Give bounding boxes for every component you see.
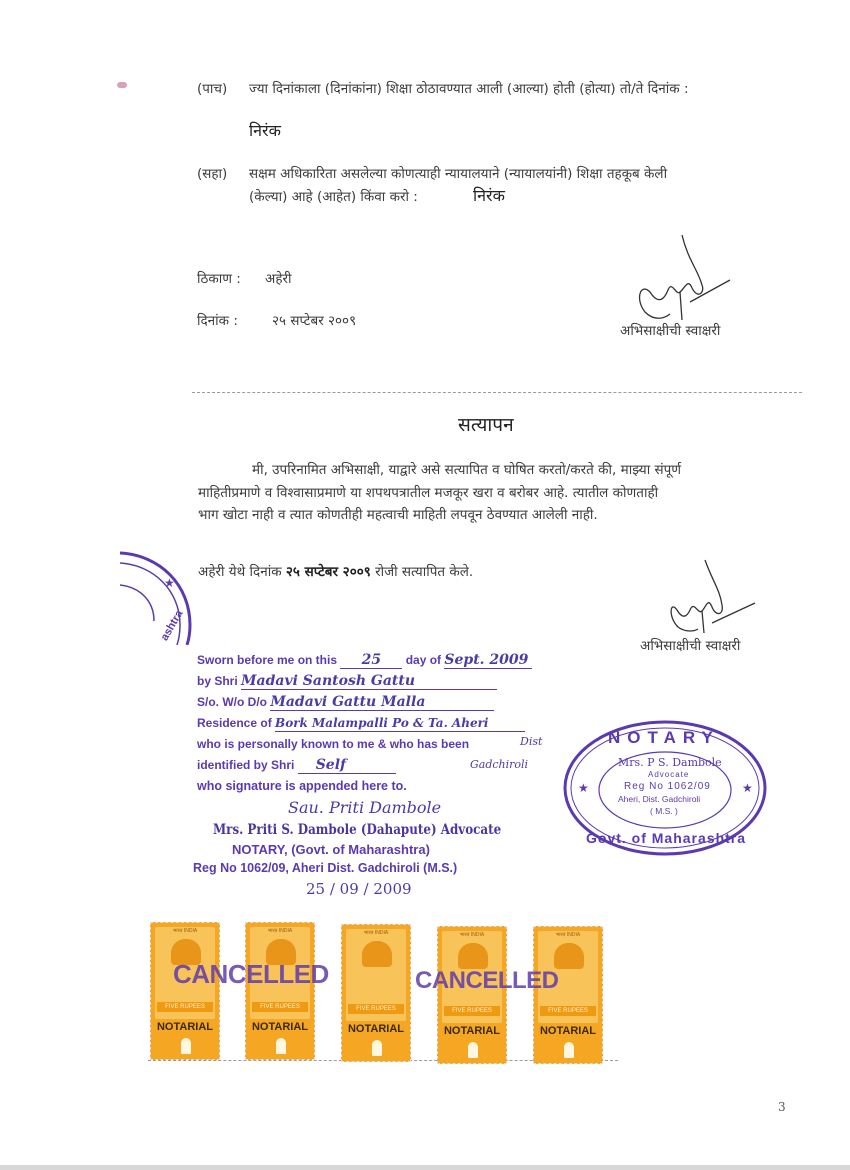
revenue-stamp bbox=[437, 926, 507, 1064]
page-number: 3 bbox=[778, 1100, 786, 1114]
stamp-type: NOTARIAL bbox=[251, 1021, 308, 1033]
item5-label: (पाच) bbox=[197, 81, 228, 97]
by-shri-value: Madavi Santosh Gattu bbox=[241, 673, 497, 690]
residence-line bbox=[197, 715, 525, 732]
stamp-type: NOTARIAL bbox=[539, 1025, 596, 1037]
ink-blot bbox=[117, 82, 127, 88]
stamp-denomination: FIVE RUPEES bbox=[444, 1006, 500, 1016]
notary-title: NOTARY, (Govt. of Maharashtra) bbox=[232, 842, 430, 857]
verification-closing bbox=[198, 563, 473, 581]
seal-name: Mrs. P S. Dambole bbox=[618, 756, 722, 769]
known-line bbox=[197, 736, 469, 752]
residence-label: Residence of bbox=[197, 716, 272, 730]
closing-prefix: अहेरी येथे दिनांक bbox=[198, 564, 282, 580]
signature-caption-1: अभिसाक्षीची स्वाक्षरी bbox=[620, 323, 721, 339]
stamp-type: NOTARIAL bbox=[156, 1021, 213, 1033]
identified-label: identified by Shri bbox=[197, 758, 295, 772]
item5-text: ज्या दिनांकाला (दिनांकांना) शिक्षा ठोठावण्यात आली (आल्या) होती (होत्या) तो/ते दिनांक : bbox=[249, 81, 689, 97]
sworn-line bbox=[197, 652, 532, 669]
closing-date: २५ सप्टेबर २००९ bbox=[285, 564, 371, 580]
revenue-stamp bbox=[245, 922, 315, 1060]
stamp-denomination: FIVE RUPEES bbox=[348, 1004, 404, 1014]
identified-line bbox=[197, 757, 396, 774]
stamp-denomination: FIVE RUPEES bbox=[540, 1006, 596, 1016]
lion-capital-icon bbox=[468, 1042, 478, 1058]
lion-capital-icon bbox=[181, 1038, 191, 1054]
stamp-country: भारत INDIA bbox=[363, 930, 389, 936]
seal-bottom-text: Govt. of Maharashtra bbox=[586, 830, 747, 846]
residence-value: Bork Malampalli Po & Ta. Aheri bbox=[275, 715, 525, 732]
lion-capital-icon bbox=[564, 1042, 574, 1058]
relation-value: Madavi Gattu Malla bbox=[270, 694, 494, 711]
lion-capital-icon bbox=[372, 1040, 382, 1056]
relation-line bbox=[197, 694, 494, 711]
svg-text:★: ★ bbox=[742, 781, 753, 795]
stamp-country: भारत INDIA bbox=[459, 932, 485, 938]
stamp-denomination: FIVE RUPEES bbox=[252, 1002, 308, 1012]
seal-reg: Reg No 1062/09 bbox=[624, 781, 711, 792]
place-value: अहेरी bbox=[265, 271, 292, 287]
place-label: ठिकाण : bbox=[197, 271, 241, 287]
lion-capital-icon bbox=[276, 1038, 286, 1054]
closing-suffix: रोजी सत्यापित केले. bbox=[375, 564, 474, 580]
known-extra: Dist bbox=[520, 735, 543, 748]
seal-place: Aheri, Dist. Gadchiroli bbox=[618, 794, 701, 804]
emblem-icon bbox=[362, 941, 392, 967]
by-shri-line bbox=[197, 673, 497, 690]
date-label: दिनांक : bbox=[197, 313, 238, 329]
verification-title: सत्यापन bbox=[458, 414, 514, 436]
partial-seal-text: ashtra bbox=[158, 608, 186, 643]
deponent-signature-2 bbox=[650, 555, 770, 635]
partial-notary-seal bbox=[120, 545, 196, 645]
section-divider bbox=[192, 392, 802, 393]
item6-line2: (केल्या) आहे (आहेत) किंवा करो : bbox=[249, 189, 418, 205]
signature-appended-line: who signature is appended here to. bbox=[197, 779, 407, 793]
stamp-country: भारत INDIA bbox=[172, 928, 198, 934]
seal-role: Advocate bbox=[648, 770, 690, 779]
scan-bottom-edge bbox=[0, 1165, 850, 1170]
revenue-stamp bbox=[341, 924, 411, 1062]
verification-para-line1: मी, उपरिनामित अभिसाक्षी, याद्वारे असे सत्यापित व घोषित करतो/करते की, माझ्या संपूर्ण bbox=[252, 462, 682, 478]
revenue-stamp bbox=[533, 926, 603, 1064]
notary-date-written: 25 / 09 / 2009 bbox=[306, 880, 412, 898]
verification-para-line3: भाग खोटा नाही व त्यात कोणतीही महत्वाची माहिती लपवून ठेवण्यात आलेली नाही. bbox=[198, 507, 598, 523]
signature-caption-2: अभिसाक्षीची स्वाक्षरी bbox=[640, 638, 741, 654]
identified-extra: Gadchiroli bbox=[470, 758, 529, 771]
deponent-signature-1 bbox=[610, 230, 750, 325]
day-of-label: day of bbox=[405, 653, 442, 667]
stamp-country: भारत INDIA bbox=[555, 932, 581, 938]
emblem-icon bbox=[554, 943, 584, 969]
revenue-stamp bbox=[150, 922, 220, 1060]
sworn-month-year: Sept. 2009 bbox=[444, 652, 532, 669]
svg-text:★: ★ bbox=[578, 781, 589, 795]
item6-line1: सक्षम अधिकारिता असलेल्या कोणत्याही न्यायालयाने (न्यायालयांनी) शिक्षा तहकूब केली bbox=[249, 166, 668, 182]
verification-para-line2: माहितीप्रमाणे व विश्वासाप्रमाणे या शपथपत्रातील मजकूर खरा व बरोबर आहे. त्यातील कोणताही bbox=[198, 485, 659, 501]
seal-state: ( M.S. ) bbox=[650, 806, 678, 816]
seal-top-text: NOTARY bbox=[608, 728, 720, 747]
notary-name: Mrs. Priti S. Dambole (Dahapute) Advocate bbox=[213, 822, 502, 838]
cancel-mark-2: CANCELLED bbox=[415, 967, 559, 994]
stamp-type: NOTARIAL bbox=[347, 1023, 404, 1035]
by-shri-label: by Shri bbox=[197, 674, 238, 688]
relation-label: S/o. W/o D/o bbox=[197, 695, 267, 709]
notary-reg: Reg No 1062/09, Aheri Dist. Gadchiroli (M.S.) bbox=[193, 861, 458, 875]
notary-seal bbox=[562, 718, 768, 858]
sworn-label: Sworn before me on this bbox=[197, 653, 338, 667]
date-value: २५ सप्टेबर २००९ bbox=[272, 313, 357, 329]
stamp-type: NOTARIAL bbox=[443, 1025, 500, 1037]
item5-answer: निरंक bbox=[249, 121, 281, 140]
item6-label: (सहा) bbox=[197, 166, 228, 182]
svg-text:★: ★ bbox=[164, 576, 175, 590]
notary-signature: Sau. Priti Dambole bbox=[288, 798, 442, 817]
known-label: who is personally known to me & who has been bbox=[197, 737, 470, 751]
stamp-denomination: FIVE RUPEES bbox=[157, 1002, 213, 1012]
cancel-mark-1: CANCELLED bbox=[173, 959, 329, 989]
identified-value: Self bbox=[298, 757, 396, 774]
emblem-icon bbox=[458, 943, 488, 969]
sworn-day: 25 bbox=[340, 652, 402, 669]
item6-answer: निरंक bbox=[473, 186, 505, 205]
stamp-country: भारत INDIA bbox=[267, 928, 293, 934]
